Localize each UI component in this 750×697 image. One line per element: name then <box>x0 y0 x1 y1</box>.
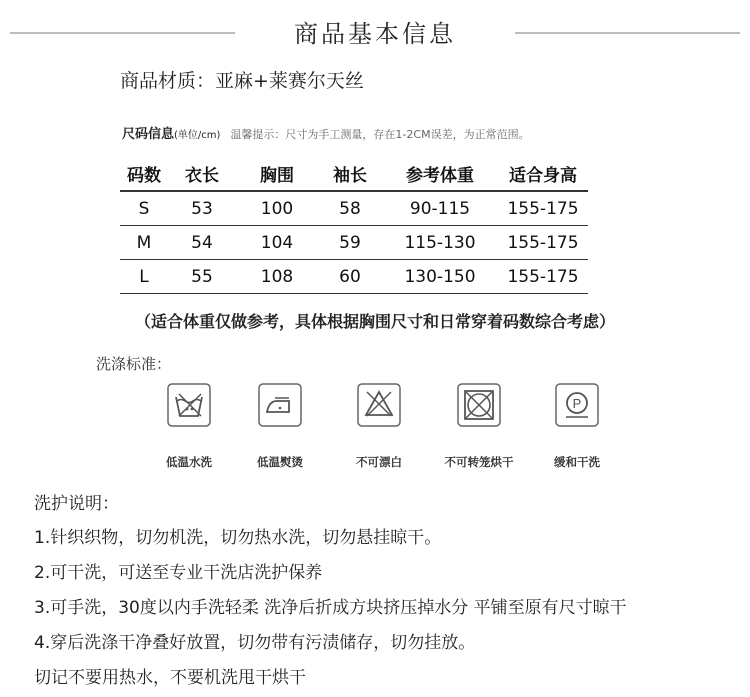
low-temp-wash-icon <box>167 383 211 427</box>
column-header-height: 适合身高 <box>498 157 588 191</box>
care-line-5: 切记不要用热水，不要机洗甩干烘干 <box>34 668 306 688</box>
no-tumble-dry-label: 不可转笼烘干 <box>444 455 514 469</box>
table-cell: 54 <box>168 226 236 260</box>
care-instructions-title: 洗护说明： <box>34 494 119 514</box>
low-temp-iron-icon <box>258 383 302 427</box>
gentle-dry-clean-icon <box>555 383 599 427</box>
no-tumble-dry-icon <box>457 383 501 427</box>
washing-standard-title: 洗涤标准： <box>96 355 172 373</box>
care-line-4: 4.穿后洗涤干净叠好放置，切勿带有污渍储存，切勿挂放。 <box>34 633 476 653</box>
table-cell: 104 <box>236 226 318 260</box>
table-cell: 60 <box>318 260 382 294</box>
table-row <box>120 226 588 260</box>
size-info-heading <box>122 123 530 142</box>
page-title: 商品基本信息 <box>294 20 456 48</box>
table-cell: 53 <box>168 191 236 226</box>
table-cell: 155-175 <box>498 260 588 294</box>
size-remark: （适合体重仅做参考，具体根据胸围尺寸和日常穿着码数综合考虑） <box>134 312 615 331</box>
column-header-length: 衣长 <box>168 157 236 191</box>
size-info-unit: (单位/cm) <box>174 130 221 141</box>
care-line-3: 3.可手洗，30度以内手洗轻柔 洗净后折成方块挤压掉水分 平铺至原有尺寸晾干 <box>34 598 627 618</box>
table-row <box>120 260 588 294</box>
material-text: 商品材质：亚麻+莱赛尔天丝 <box>120 70 364 92</box>
size-info-title: 尺码信息 <box>122 127 175 142</box>
gentle-dry-clean-label: 缓和干洗 <box>554 455 600 469</box>
size-info-note: 温馨提示：尺寸为手工测量，存在1-2CM误差，为正常范围。 <box>230 128 530 141</box>
table-cell: 58 <box>318 191 382 226</box>
table-cell: 108 <box>236 260 318 294</box>
table-cell: 90-115 <box>382 191 498 226</box>
size-table-header-row <box>120 157 588 191</box>
table-cell: M <box>120 226 168 260</box>
column-header-size: 码数 <box>120 157 168 191</box>
svg-text:P: P <box>572 396 582 411</box>
table-cell: S <box>120 191 168 226</box>
table-cell: 59 <box>318 226 382 260</box>
column-header-sleeve: 袖长 <box>318 157 382 191</box>
table-cell: 115-130 <box>382 226 498 260</box>
table-cell: 155-175 <box>498 191 588 226</box>
table-row <box>120 191 588 226</box>
table-cell: 100 <box>236 191 318 226</box>
table-cell: 130-150 <box>382 260 498 294</box>
no-bleach-icon <box>357 383 401 427</box>
low-temp-iron-label: 低温熨烫 <box>257 455 303 469</box>
column-header-chest: 胸围 <box>236 157 318 191</box>
care-line-1: 1.针织织物，切勿机洗，切勿热水洗，切勿悬挂晾干。 <box>34 528 442 548</box>
table-cell: 55 <box>168 260 236 294</box>
size-table <box>120 157 588 294</box>
table-cell: L <box>120 260 168 294</box>
table-cell: 155-175 <box>498 226 588 260</box>
column-header-weight: 参考体重 <box>382 157 498 191</box>
no-bleach-label: 不可漂白 <box>356 455 402 469</box>
care-line-2: 2.可干洗，可送至专业干洗店洗护保养 <box>34 563 323 583</box>
low-temp-wash-label: 低温水洗 <box>166 455 212 469</box>
